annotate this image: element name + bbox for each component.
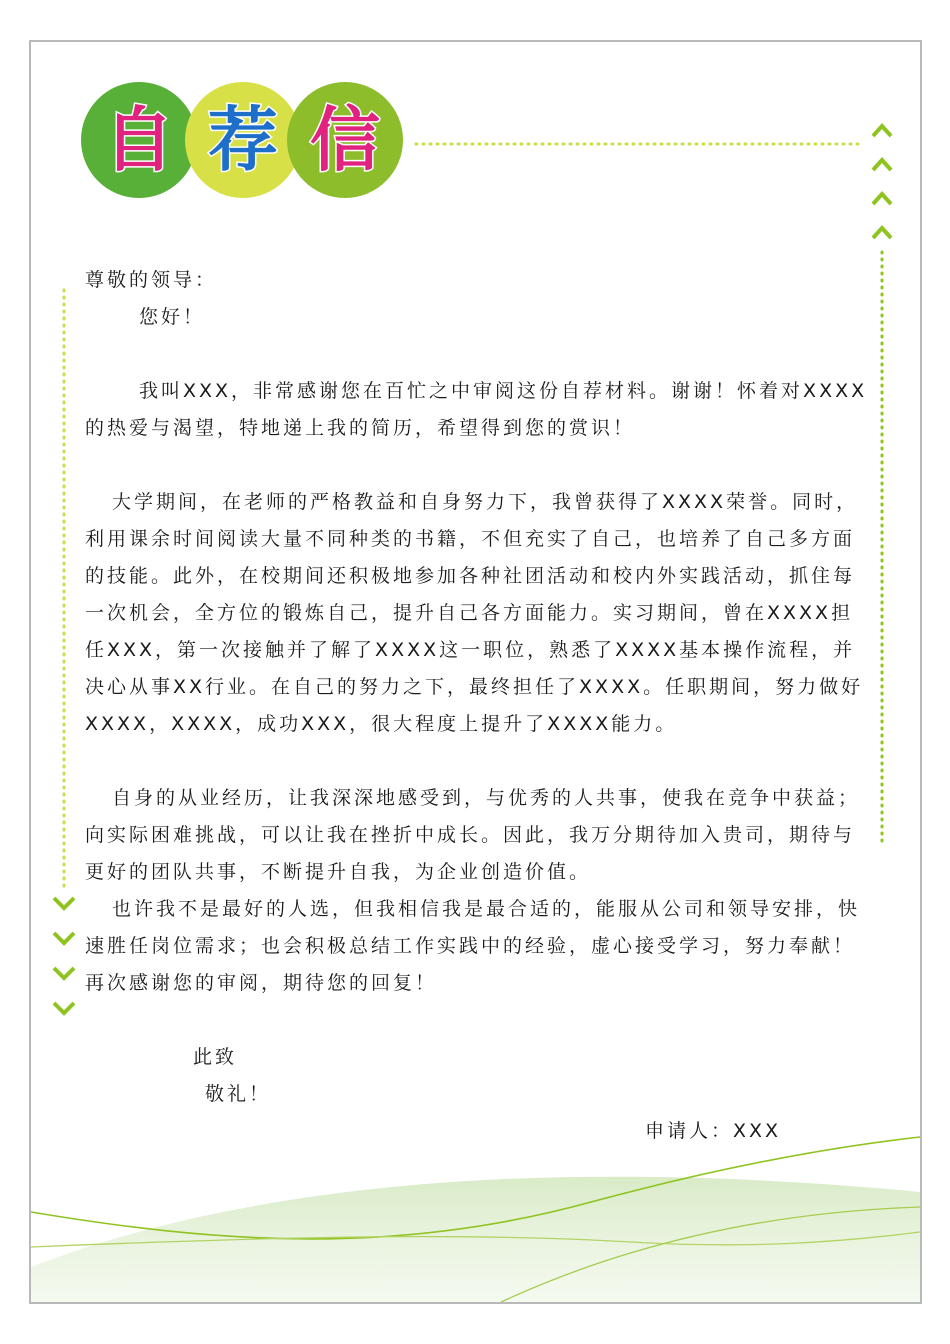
chevron-up-icon — [873, 160, 891, 170]
title-badge — [81, 82, 411, 208]
letter-page — [29, 40, 922, 1304]
letter-body — [85, 262, 875, 1150]
down-arrow-icons — [54, 898, 74, 1013]
spacer — [85, 743, 875, 780]
spacer — [85, 336, 875, 373]
title-circle-3 — [287, 82, 403, 198]
bottom-hill — [31, 1177, 920, 1302]
spacer — [85, 447, 875, 484]
bottom-wave-line-2 — [31, 1232, 920, 1247]
chevron-up-icon — [873, 126, 891, 136]
closing-line-2: 敬礼！ — [205, 1083, 272, 1105]
paragraph-intro: 我叫XXX，非常感谢您在百忙之中审阅这份自荐材料。谢谢！怀着对XXXX的热爱与渴望，特地递上我的简历，希望得到您的赏识！ — [85, 380, 868, 439]
bottom-wave-line-3 — [501, 1207, 920, 1302]
paragraph-conclusion: 也许我不是最好的人选，但我相信我是最合适的，能服从公司和领导安排，快速胜任岗位需求；也会积极总结工作实践中的经验，虚心接受学习，努力奉献！再次感谢您的审阅，期待您的回复！ — [85, 898, 861, 994]
salutation: 尊敬的领导： — [85, 269, 218, 291]
signature: 申请人：XXX — [645, 1120, 782, 1142]
closing-line-1: 此致 — [193, 1046, 238, 1068]
title-circle-2 — [185, 82, 301, 198]
title-char-3: 信 — [310, 99, 380, 181]
chevron-up-icon — [873, 228, 891, 238]
title-char-2: 荐 — [208, 99, 278, 181]
chevron-down-icon — [54, 968, 74, 978]
greeting: 您好！ — [139, 306, 206, 328]
chevron-down-icon — [54, 898, 74, 908]
title-circle-1 — [81, 82, 197, 198]
paragraph-education: 大学期间，在老师的严格教益和自身努力下，我曾获得了XXXX荣誉。同时，利用课余时间阅读大量不同种类的书籍，不但充实了自己，也培养了自己多方面的技能。此外，在校期间还积极地参加各种社团活动和校内外实践活动，抓住每一次机会，全方位的锻炼自己，提升自己各方面能力。实习期间，曾在XXXX担任XXX，第一次接触并了解了XXXX这一职位，熟悉了XXXX基本操作流程，并决心从事XX行业。在自己的努力之下，最终担任了XXXX。任职期间，努力做好XXXX，XXXX，成功XXX，很大程度上提升了XXXX能力。 — [85, 491, 864, 735]
chevron-down-icon — [54, 1003, 74, 1013]
up-arrow-icons — [873, 126, 891, 238]
chevron-up-icon — [873, 194, 891, 204]
title-char-1: 自 — [104, 99, 174, 181]
paragraph-experience: 自身的从业经历，让我深深地感受到，与优秀的人共事，使我在竞争中获益；向实际困难挑战，可以让我在挫折中成长。因此，我万分期待加入贵司，期待与更好的团队共事，不断提升自我，为企业创造价值。 — [85, 787, 861, 883]
bottom-wave-line-1 — [31, 1137, 920, 1239]
chevron-down-icon — [54, 933, 74, 943]
